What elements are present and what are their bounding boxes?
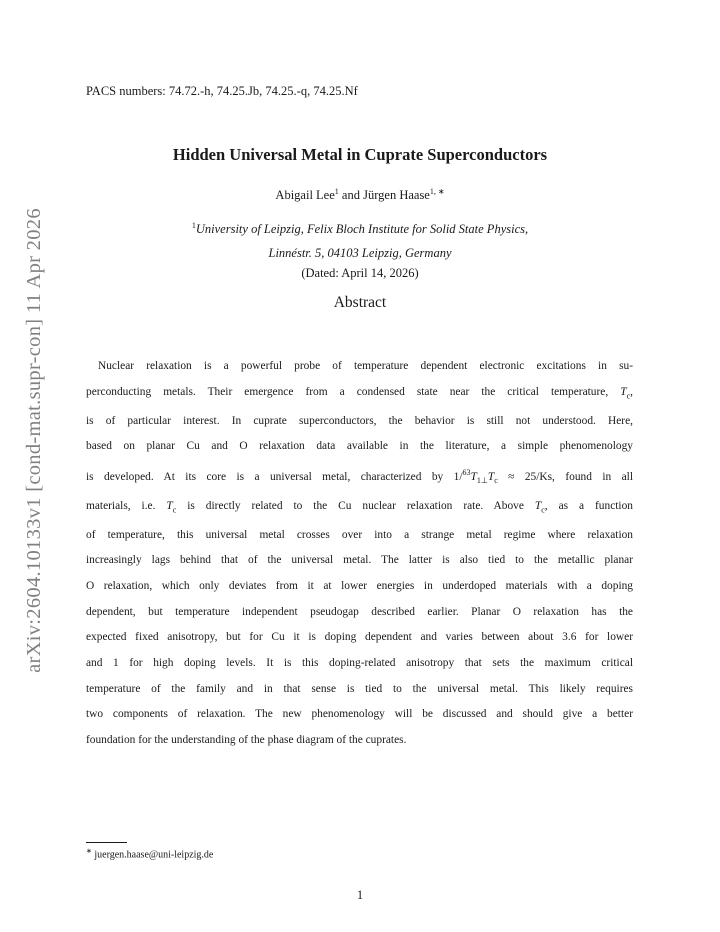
abstract-line: based on planar Cu and O relaxation data available in the literature, a simple phenomenology: [86, 440, 633, 453]
affiliation-marker: 1: [334, 187, 339, 196]
abstract-line: O relaxation, which only deviates from it at lower energies in underdoped materials with a doping: [86, 579, 633, 592]
abstract-line: is of particular interest. In cuprate superconductors, the behavior is still not understood. Here,: [86, 414, 633, 427]
abstract-line: perconducting metals. Their emergence from a condensed state near the critical temperature, $T_c$,: [86, 385, 633, 400]
abstract-line: is developed. At its core is a universal metal, characterized by $1/^{63}T_{1\perp}T_c \approx 25/Ks$, found in all: [86, 467, 633, 485]
affiliation-line: $^1$University of Leipzig, Felix Bloch Institute for Solid State Physics,: [191, 221, 529, 237]
abstract-line: dependent, but temperature independent pseudogap described earlier. Planar O relaxation has the: [86, 605, 633, 618]
abstract-heading: Abstract: [333, 294, 387, 311]
abstract-line: materials, i.e. $T_c$ is directly related to the Cu nuclear relaxation rate. Above $T_c$, as a function: [86, 499, 633, 514]
abstract-line: and 1 for high doping levels. It is this doping-related anisotropy that sets the maximum critical: [86, 656, 633, 669]
abstract-line: temperature of the family and in that sense is tied to the universal metal. This likely requires: [86, 682, 633, 695]
affiliation-marker: 1: [191, 221, 196, 230]
author-name: Jürgen Haase: [363, 188, 430, 203]
pacs-numbers: PACS numbers: 74.72.-h, 74.25.Jb, 74.25.-q, 74.25.Nf: [86, 84, 358, 98]
abstract-line: foundation for the understanding of the phase diagram of the cuprates.: [86, 733, 407, 746]
author-name: Abigail Lee: [275, 188, 335, 203]
affiliation-line: Linnéstr. 5, 04103 Leipzig, Germany: [268, 246, 452, 261]
author-separator: and: [338, 188, 364, 203]
page-number: 1: [356, 888, 364, 902]
affiliation-marker: 1, ∗: [429, 187, 445, 196]
abstract-line: Nuclear relaxation is a powerful probe of temperature dependent electronic excitations in su-: [98, 360, 633, 372]
footnote: [86, 847, 213, 860]
corresponding-email: juergen.haase@uni-leipzig.de: [94, 849, 214, 861]
abstract-line: two components of relaxation. The new phenomenology will be discussed and should give a better: [86, 708, 633, 721]
paper-title: Hidden Universal Metal in Cuprate Superconductors: [172, 145, 548, 164]
abstract-line: increasingly lags behind that of the universal metal. The latter is also tied to the metallic planar: [86, 554, 633, 567]
date-line: (Dated: April 14, 2026): [301, 266, 419, 280]
footnote-marker: ∗: [86, 847, 92, 855]
footnote-divider: [86, 842, 127, 843]
affiliation: [0, 214, 720, 265]
abstract-line: of temperature, this universal metal crosses over into a strange metal regime where relaxation: [86, 528, 633, 541]
abstract-body: [86, 354, 633, 753]
author-list: [0, 187, 720, 203]
arxiv-identifier: arXiv:2604.10133v1 [cond-mat.supr-con] 11 Apr 2026: [22, 207, 45, 673]
abstract-line: expected fixed anisotropy, but for Cu it is doping dependent and varies between about 3.6 for lower: [86, 631, 633, 644]
